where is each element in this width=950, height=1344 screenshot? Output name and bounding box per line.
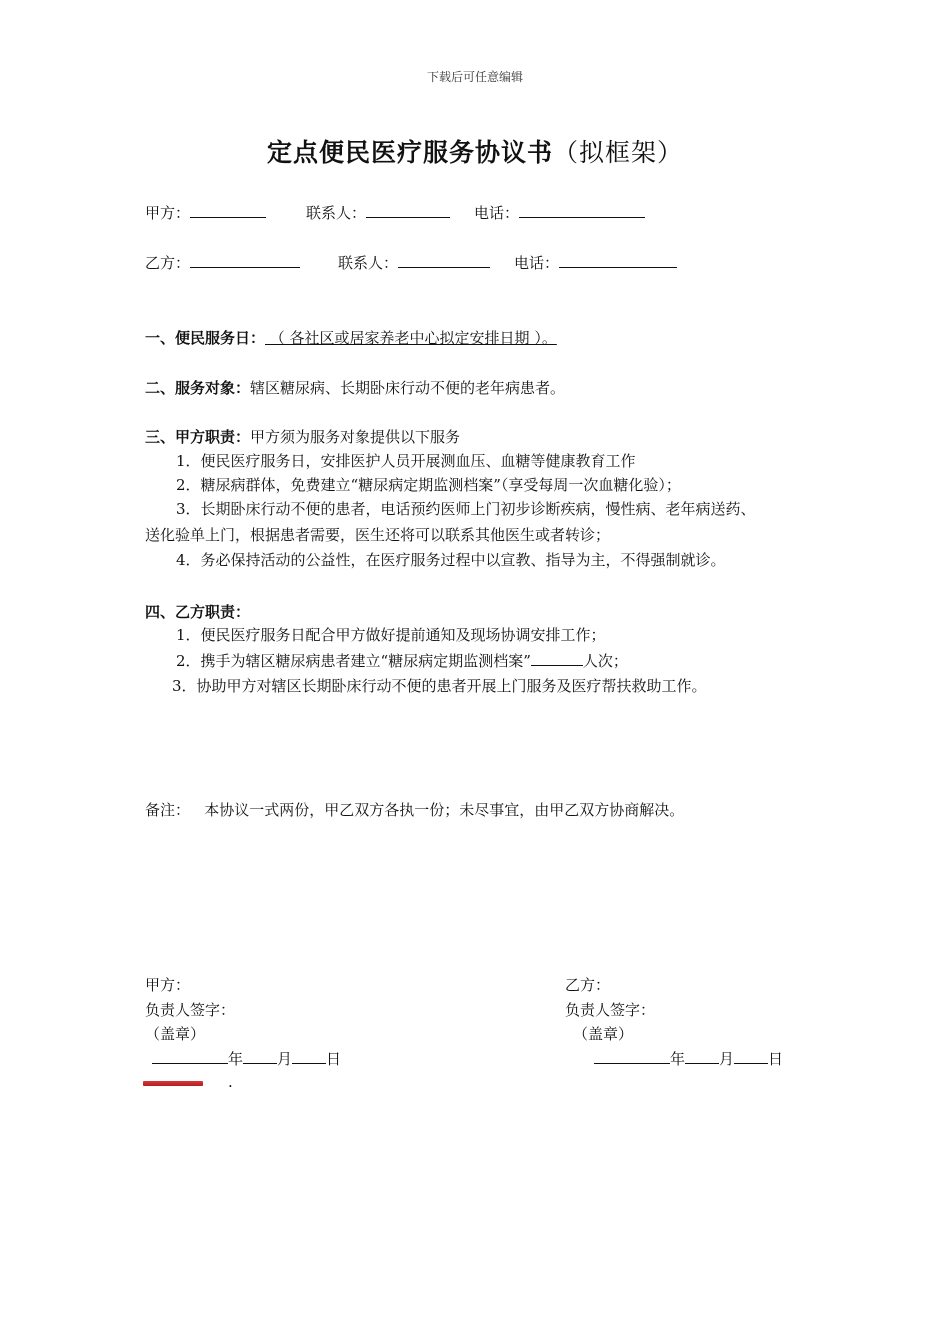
section-4-heading: 四、乙方职责：	[145, 603, 251, 621]
page-title	[0, 133, 950, 169]
list-item: 送化验单上门，根据患者需要，医生还将可以联系其他医生或者转诊；	[145, 526, 611, 544]
sign-a-year: 年	[228, 1050, 244, 1068]
party-a-phone-label: 电话：	[474, 204, 520, 222]
list-item: 2．糖尿病群体，免费建立“糖尿病定期监测档案”（享受每周一次血糖化验）；	[176, 476, 681, 494]
section-3-heading: 三、甲方职责：	[145, 428, 251, 446]
party-b-phone	[514, 252, 677, 273]
list-item: 3．长期卧床行动不便的患者，电话预约医师上门初步诊断疾病，慢性病、老年病送药、	[176, 500, 756, 518]
party-b-contact-label: 联系人：	[338, 254, 399, 272]
section-4-item2-post: 人次；	[582, 652, 628, 670]
sign-b-label: 乙方：	[565, 976, 611, 994]
section-3-text: 甲方须为服务对象提供以下服务	[250, 428, 461, 446]
party-b-contact-blank[interactable]	[398, 252, 490, 268]
party-a-contact-label: 联系人：	[306, 204, 367, 222]
sign-a-day-blank[interactable]	[292, 1048, 326, 1064]
sign-a-month-blank[interactable]	[243, 1048, 277, 1064]
party-a-phone	[474, 202, 645, 223]
sign-a-seal: （盖章）	[145, 1025, 206, 1043]
section-2-heading: 二、服务对象：	[145, 379, 251, 397]
title-main: 定点便民医疗服务协议书	[266, 138, 553, 167]
red-bar-mark	[143, 1081, 203, 1086]
sign-b-year: 年	[670, 1050, 686, 1068]
party-a-label: 甲方：	[145, 204, 191, 222]
party-b-phone-label: 电话：	[514, 254, 560, 272]
party-a-blank[interactable]	[190, 202, 266, 218]
sign-b-seal: （盖章）	[573, 1025, 634, 1043]
sign-a-signer: 负责人签字：	[145, 1001, 236, 1019]
list-item: 4．务必保持活动的公益性，在医疗服务过程中以宣教、指导为主，不得强制就诊。	[176, 551, 726, 569]
party-a-contact	[306, 202, 450, 223]
sign-b-month-blank[interactable]	[685, 1048, 719, 1064]
sign-a-date	[152, 1048, 341, 1069]
sign-b-signer: 负责人签字：	[565, 1001, 656, 1019]
sign-a-day: 日	[326, 1050, 342, 1068]
party-b-contact	[338, 252, 490, 273]
sign-b-date	[594, 1048, 783, 1069]
title-sub: （拟框架）	[553, 138, 684, 167]
section-service-target	[145, 378, 565, 398]
sign-a-year-blank[interactable]	[152, 1048, 228, 1064]
remark: 备注： 本协议一式两份，甲乙双方各执一份；未尽事宜，由甲乙双方协商解决。	[145, 801, 685, 819]
party-a-phone-blank[interactable]	[519, 202, 645, 218]
section-1-text: （ 各社区或居家养老中心拟定安排日期 ）。	[265, 329, 557, 347]
sign-b-year-blank[interactable]	[594, 1048, 670, 1064]
header-note: 下载后可任意编辑	[426, 70, 523, 84]
party-b-phone-blank[interactable]	[559, 252, 677, 268]
section-party-a-duties	[145, 427, 460, 447]
sign-b-day-blank[interactable]	[734, 1048, 768, 1064]
section-4-item2-pre: 2．携手为辖区糖尿病患者建立“糖尿病定期监测档案”	[176, 652, 531, 670]
list-item-archive	[176, 650, 628, 671]
sign-b-month: 月	[719, 1050, 735, 1068]
list-item: 1．便民医疗服务日配合甲方做好提前通知及现场协调安排工作；	[176, 626, 606, 644]
party-a-contact-blank[interactable]	[366, 202, 450, 218]
sign-b-day: 日	[768, 1050, 784, 1068]
party-b-row	[145, 252, 300, 273]
party-b-label: 乙方：	[145, 254, 191, 272]
footer-dot: .	[228, 1073, 233, 1091]
section-service-day	[145, 328, 557, 348]
party-a-row	[145, 202, 266, 223]
party-b-blank[interactable]	[190, 252, 300, 268]
section-2-text: 辖区糖尿病、长期卧床行动不便的老年病患者。	[250, 379, 566, 397]
list-item: 1．便民医疗服务日，安排医护人员开展测血压、血糖等健康教育工作	[176, 452, 636, 470]
section-1-heading: 一、便民服务日：	[145, 329, 266, 347]
sign-a-month: 月	[277, 1050, 293, 1068]
archive-count-blank[interactable]	[531, 650, 583, 666]
sign-a-label: 甲方：	[145, 976, 191, 994]
list-item: 3．协助甲方对辖区长期卧床行动不便的患者开展上门服务及医疗帮扶救助工作。	[172, 677, 707, 695]
